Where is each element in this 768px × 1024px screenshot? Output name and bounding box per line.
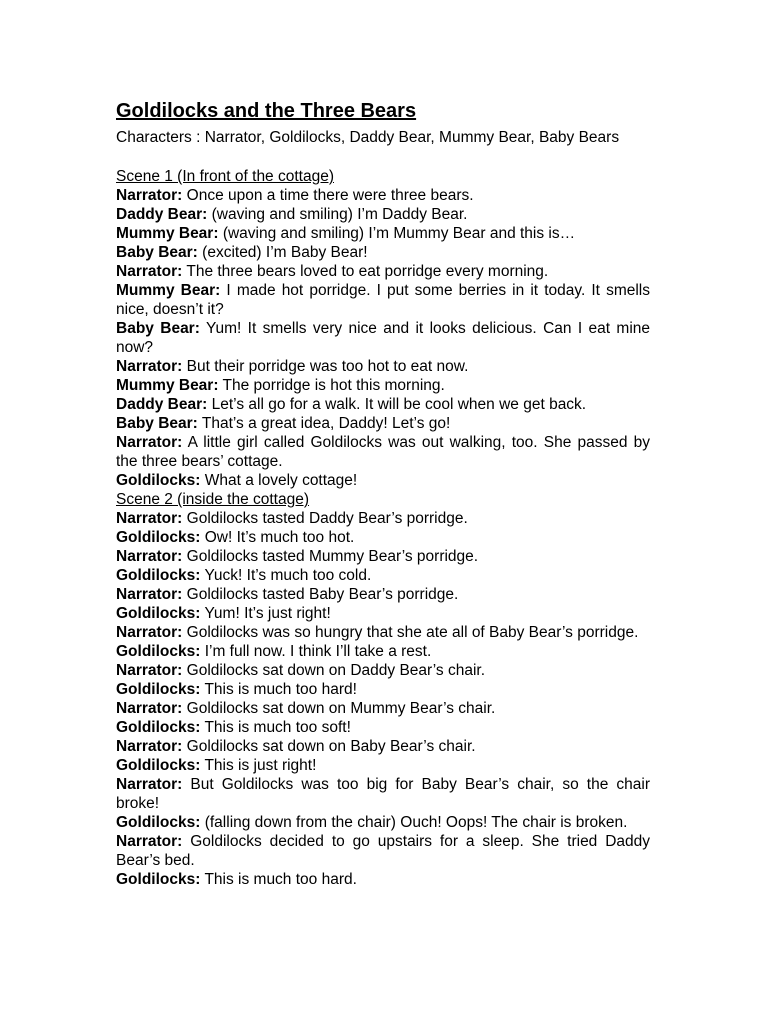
speaker-name: Goldilocks:: [116, 529, 201, 546]
speaker-name: Narrator:: [116, 833, 183, 850]
dialogue-text: A little girl called Goldilocks was out walking, too. She passed by the three bears’ cottage.: [116, 434, 650, 470]
dialogue-text: I made hot porridge. I put some berries in it today. It smells nice, doesn’t it?: [116, 282, 650, 318]
speaker-name: Narrator:: [116, 548, 183, 565]
speaker-name: Mummy Bear:: [116, 377, 219, 394]
speaker-name: Daddy Bear:: [116, 396, 208, 413]
speaker-name: Narrator:: [116, 358, 183, 375]
dialogue-text: Goldilocks sat down on Baby Bear’s chair.: [186, 738, 476, 755]
dialogue-text: Goldilocks tasted Mummy Bear’s porridge.: [186, 548, 479, 565]
dialogue-text: Goldilocks tasted Baby Bear’s porridge.: [186, 586, 459, 603]
dialogue-line: [116, 737, 650, 756]
document-page: [116, 98, 650, 889]
dialogue-text: Goldilocks sat down on Mummy Bear’s chair.: [186, 700, 496, 717]
dialogue-text: Yum! It’s just right!: [204, 605, 331, 622]
speaker-name: Narrator:: [116, 662, 183, 679]
dialogue-line: [116, 395, 650, 414]
dialogue-text: (waving and smiling) I’m Daddy Bear.: [211, 206, 468, 223]
dialogue-line: [116, 585, 650, 604]
dialogue-line: [116, 547, 650, 566]
speaker-name: Mummy Bear:: [116, 282, 221, 299]
dialogue-line: [116, 433, 650, 471]
dialogue-line: [116, 224, 650, 243]
dialogue-text: Once upon a time there were three bears.: [186, 187, 474, 204]
dialogue-line: [116, 623, 650, 642]
dialogue-line: [116, 281, 650, 319]
dialogue-line: [116, 680, 650, 699]
speaker-name: Narrator:: [116, 700, 183, 717]
dialogue-line: [116, 243, 650, 262]
dialogue-text: Yuck! It’s much too cold.: [204, 567, 372, 584]
dialogue-text: This is just right!: [204, 757, 317, 774]
dialogue-text: The porridge is hot this morning.: [222, 377, 445, 394]
speaker-name: Baby Bear:: [116, 415, 198, 432]
dialogue-text: But their porridge was too hot to eat now.: [186, 358, 469, 375]
dialogue-line: [116, 775, 650, 813]
dialogue-text: This is much too soft!: [204, 719, 351, 736]
dialogue-line: [116, 186, 650, 205]
characters-line: Characters : Narrator, Goldilocks, Daddy Bear, Mummy Bear, Baby Bears: [116, 129, 620, 146]
dialogue-line: [116, 414, 650, 433]
speaker-name: Narrator:: [116, 263, 183, 280]
dialogue-line: [116, 566, 650, 585]
dialogue-text: Let’s all go for a walk. It will be cool when we get back.: [211, 396, 587, 413]
speaker-name: Goldilocks:: [116, 681, 201, 698]
dialogue-text: I’m full now. I think I’ll take a rest.: [204, 643, 432, 660]
dialogue-line: [116, 718, 650, 737]
speaker-name: Narrator:: [116, 624, 183, 641]
speaker-name: Narrator:: [116, 187, 183, 204]
speaker-name: Narrator:: [116, 434, 183, 451]
dialogue-text: (falling down from the chair) Ouch! Oops! The chair is broken.: [204, 814, 628, 831]
dialogue-line: [116, 661, 650, 680]
speaker-name: Goldilocks:: [116, 814, 201, 831]
dialogue-line: [116, 319, 650, 357]
speaker-name: Goldilocks:: [116, 472, 201, 489]
dialogue-text: What a lovely cottage!: [204, 472, 358, 489]
speaker-name: Goldilocks:: [116, 757, 201, 774]
dialogue-line: [116, 642, 650, 661]
dialogue-text: (waving and smiling) I’m Mummy Bear and this is…: [222, 225, 576, 242]
dialogue-text: This is much too hard.: [204, 871, 357, 888]
speaker-name: Goldilocks:: [116, 567, 201, 584]
dialogue-line: [116, 376, 650, 395]
speaker-name: Narrator:: [116, 510, 183, 527]
dialogue-text: Goldilocks was so hungry that she ate all of Baby Bear’s porridge.: [186, 624, 639, 641]
document-title: Goldilocks and the Three Bears: [116, 100, 417, 122]
speaker-name: Narrator:: [116, 776, 183, 793]
dialogue-text: Goldilocks tasted Daddy Bear’s porridge.: [186, 510, 468, 527]
speaker-name: Daddy Bear:: [116, 206, 208, 223]
dialogue-line: [116, 205, 650, 224]
dialogue-line: [116, 509, 650, 528]
speaker-name: Goldilocks:: [116, 871, 201, 888]
speaker-name: Mummy Bear:: [116, 225, 219, 242]
dialogue-text: The three bears loved to eat porridge every morning.: [186, 263, 549, 280]
speaker-name: Baby Bear:: [116, 244, 198, 261]
dialogue-text: That’s a great idea, Daddy! Let’s go!: [201, 415, 451, 432]
dialogue-line: [116, 756, 650, 775]
dialogue-text: Goldilocks decided to go upstairs for a sleep. She tried Daddy Bear’s bed.: [116, 833, 651, 869]
dialogue-line: [116, 357, 650, 376]
speaker-name: Narrator:: [116, 738, 183, 755]
dialogue-line: [116, 262, 650, 281]
scene-2-lines: [116, 509, 650, 889]
dialogue-text: Goldilocks sat down on Daddy Bear’s chair.: [186, 662, 486, 679]
dialogue-text: This is much too hard!: [204, 681, 357, 698]
speaker-name: Goldilocks:: [116, 719, 201, 736]
dialogue-line: [116, 471, 650, 490]
dialogue-line: [116, 528, 650, 547]
dialogue-text: Yum! It smells very nice and it looks delicious. Can I eat mine now?: [116, 320, 651, 356]
scene-1-lines: [116, 186, 650, 490]
speaker-name: Narrator:: [116, 586, 183, 603]
dialogue-line: [116, 832, 650, 870]
dialogue-text: But Goldilocks was too big for Baby Bear’s chair, so the chair broke!: [116, 776, 650, 812]
dialogue-text: Ow! It’s much too hot.: [204, 529, 355, 546]
dialogue-line: [116, 813, 650, 832]
scene-1-heading: Scene 1 (In front of the cottage): [116, 168, 334, 185]
speaker-name: Goldilocks:: [116, 643, 201, 660]
dialogue-line: [116, 870, 650, 889]
speaker-name: Goldilocks:: [116, 605, 201, 622]
dialogue-line: [116, 699, 650, 718]
dialogue-line: [116, 604, 650, 623]
scene-2-heading: Scene 2 (inside the cottage): [116, 491, 310, 508]
dialogue-text: (excited) I’m Baby Bear!: [202, 244, 368, 261]
speaker-name: Baby Bear:: [116, 320, 200, 337]
